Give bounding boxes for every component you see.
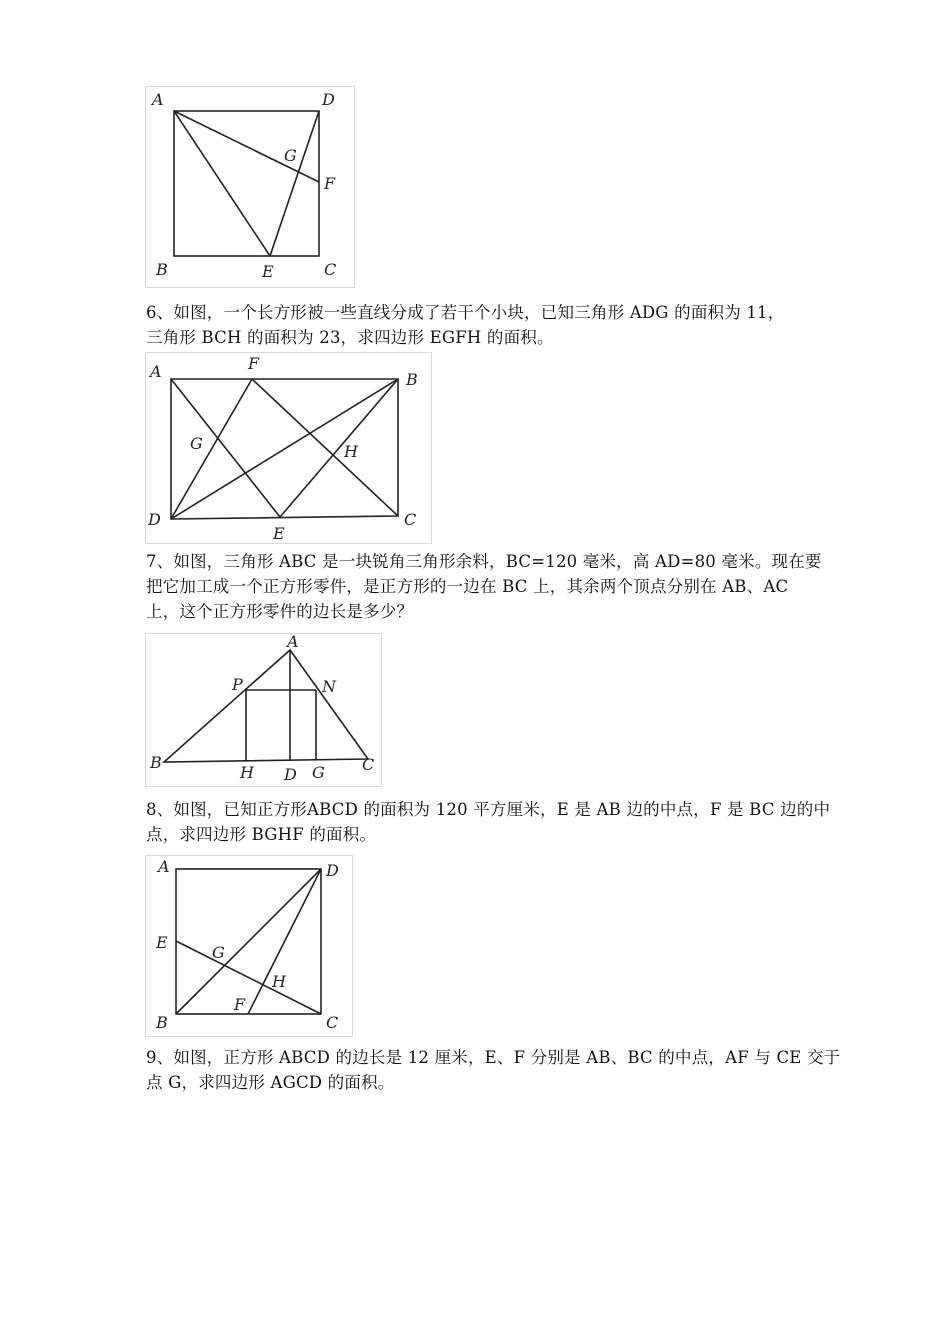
segment-ec [176,941,321,1014]
label-g: G [312,763,325,782]
label-p: P [232,675,243,694]
figure-6 [145,352,432,544]
triangle-abc [164,650,368,762]
label-a: A [287,634,299,651]
label-h: H [240,763,254,782]
label-b: B [406,370,418,389]
problem-6-line-2: 三角形 BCH 的面积为 23，求四边形 EGFH 的面积。 [146,328,554,347]
diagonal-bd [176,869,321,1014]
label-b: B [156,1013,168,1032]
label-g: G [190,434,203,453]
figure-5 [145,86,355,288]
label-h: H [344,442,358,461]
label-e: E [273,524,285,543]
label-g: G [212,943,225,962]
label-c: C [324,260,337,279]
figure-5-diagram [146,87,354,287]
problem-7-line-2: 把它加工成一个正方形零件，是正方形的一边在 BC 上，其余两个顶点分别在 AB、AC [146,577,789,596]
label-a: A [158,857,170,876]
problem-8-text [146,797,866,847]
problem-8-line-1: 8、如图，已知正方形ABCD 的面积为 120 平方厘米，E 是 AB 边的中点，F 是 BC 边的中 [146,800,831,819]
segment-fc [252,379,398,516]
label-c: C [326,1013,339,1032]
label-c: C [362,755,375,774]
figure-7 [145,633,382,787]
label-n: N [322,677,336,696]
label-h: H [272,972,286,991]
label-b: B [150,753,162,772]
figure-8-diagram [146,856,352,1036]
figure-7-diagram [146,634,381,786]
label-f: F [324,174,336,193]
problem-7-line-1: 7、如图，三角形 ABC 是一块锐角三角形余料，BC=120 毫米，高 AD=80 毫米。现在要 [146,552,822,571]
segment-af [174,111,319,182]
label-d: D [326,861,339,880]
label-a: A [152,90,164,109]
figure-8 [145,855,353,1037]
label-f: F [248,354,260,373]
segment-fd [248,869,321,1014]
square-abcd [174,111,319,256]
problem-6-line-1: 6、如图，一个长方形被一些直线分成了若干个小块，已知三角形 ADG 的面积为 11， [146,303,785,322]
segment-ae [171,379,280,517]
problem-9-line-2: 点 G，求四边形 AGCD 的面积。 [146,1073,395,1092]
label-f: F [234,995,246,1014]
problem-7-line-3: 上，这个正方形零件的边长是多少？ [146,602,414,621]
segment-bd [171,379,398,519]
segment-de [270,111,319,256]
label-c: C [404,510,417,529]
label-b: B [156,260,168,279]
segment-ae [174,111,270,256]
problem-9-line-1: 9、如图，正方形 ABCD 的边长是 12 厘米，E、F 分别是 AB、BC 的中点，AF 与 CE 交于 [146,1048,841,1067]
label-e: E [156,933,168,952]
problem-6-text [146,300,866,350]
label-a: A [150,362,162,381]
problem-9-text [146,1045,866,1095]
label-d: D [148,510,161,529]
label-e: E [262,262,274,281]
figure-6-diagram [146,353,431,543]
segment-fd [171,379,252,519]
segment-eb [280,379,398,517]
label-g: G [284,146,297,165]
label-d: D [284,765,297,784]
problem-7-text [146,549,866,624]
label-d: D [322,90,335,109]
problem-8-line-2: 点，求四边形 BGHF 的面积。 [146,825,377,844]
